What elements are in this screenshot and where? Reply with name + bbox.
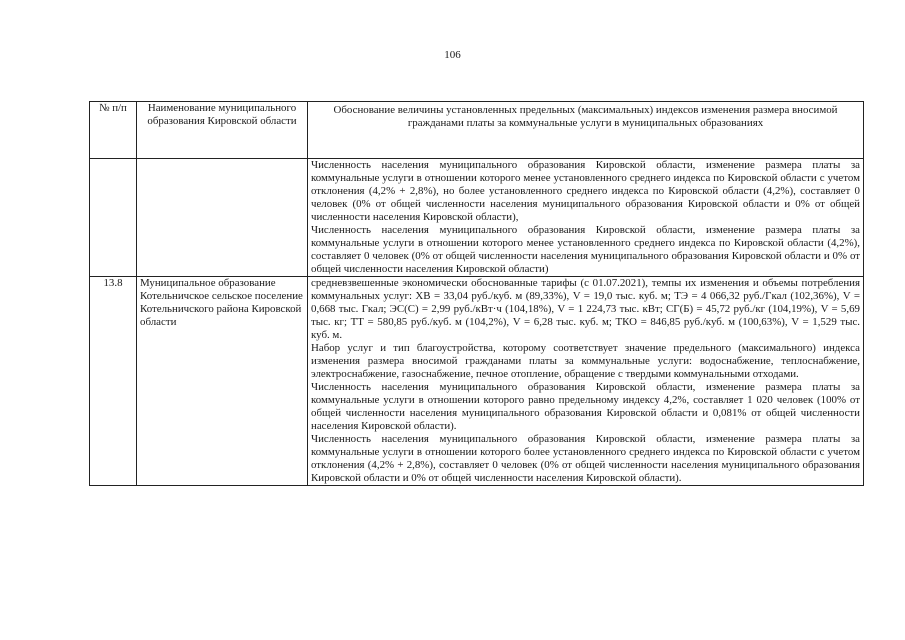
page-number: 106: [444, 49, 461, 61]
header-basis: Обоснование величины установленных предельных (максимальных) индексов изменения размера вносимой гражданами платы за коммунальные услуги в муниципальных образованиях: [308, 102, 864, 159]
table-row: [90, 159, 864, 277]
basis-paragraph: Численность населения муниципального образования Кировской области, изменение размера платы за коммунальные услуги в отношении которого менее установленного среднего индекса по Кировской области с учетом отклонения (4,2% + 2,8%), но более установленного среднего индекса по Кировской области (4,2%), составляет 0 человек (0% от общей численности населения муниципального образования Кировской области и 0% от общей численности населения Кировской области),: [311, 159, 860, 223]
row-municipality: [137, 277, 308, 486]
municipality-name: Муниципальное образование Котельничское сельское поселение Котельничского района Кировской области: [140, 277, 303, 328]
basis-paragraph: Численность населения муниципального образования Кировской области, изменение размера платы за коммунальные услуги в отношении которого более установленного среднего индекса по Кировской области с учетом отклонения (4,2% + 2,8%), составляет 0 человек (0% от общей численности населения муниципального образования Кировской области и 0% от общей численности населения Кировской области).: [311, 433, 860, 484]
basis-paragraph: Численность населения муниципального образования Кировской области, изменение размера платы за коммунальные услуги в отношении которого равно предельному индексу 4,2%, составляет 1 020 человек (100% от общей численности населения муниципального образования Кировской области и 0,081% от общей численности населения Кировской области).: [311, 381, 860, 432]
row-basis: [308, 159, 864, 277]
row-basis: [308, 277, 864, 486]
basis-paragraph: Набор услуг и тип благоустройства, которому соответствует значение предельного (максимального) индекса изменения размера вносимой гражданами платы за коммунальные услуги: водоснабжение, теплоснабжение, электроснабжение, газоснабжение, печное отопление, обращение с твердыми коммунальными отходами.: [311, 342, 860, 380]
indices-table: [89, 101, 864, 486]
basis-paragraph: средневзвешенные экономически обоснованные тарифы (с 01.07.2021), темпы их изменения и объемы потребления коммунальных услуг: ХВ = 33,04 руб./куб. м (89,33%), V = 19,0 тыс. куб. м; ТЭ = 4 066,32 руб./Гкал (102,36%), V = 0,668 тыс. Гкал; ЭС(С) = 2,99 руб./кВт·ч (104,18%), V = 1 224,73 тыс. кВт; СГ(Б) = 45,72 руб./кг (104,19%), V = 5,69 тыс. кг; ТТ = 580,85 руб./куб. м (104,2%), V = 6,28 тыс. куб. м; ТКО = 846,85 руб./куб. м (100,63%), V = 1,529 тыс. куб. м.: [311, 277, 860, 341]
header-number: № п/п: [90, 102, 137, 159]
row-municipality: [137, 159, 308, 277]
basis-paragraph: Численность населения муниципального образования Кировской области, изменение размера платы за коммунальные услуги в отношении которого менее установленного среднего индекса по Кировской области (4,2%), составляет 0 человек (0% от общей численности населения муниципального образования Кировской области и 0% от общей численности населения Кировской области): [311, 224, 860, 275]
row-number: 13.8: [90, 277, 137, 486]
row-number: [90, 159, 137, 277]
table-header-row: [90, 102, 864, 159]
header-municipality: Наименование муниципального образования Кировской области: [137, 102, 308, 159]
table-row: [90, 277, 864, 486]
